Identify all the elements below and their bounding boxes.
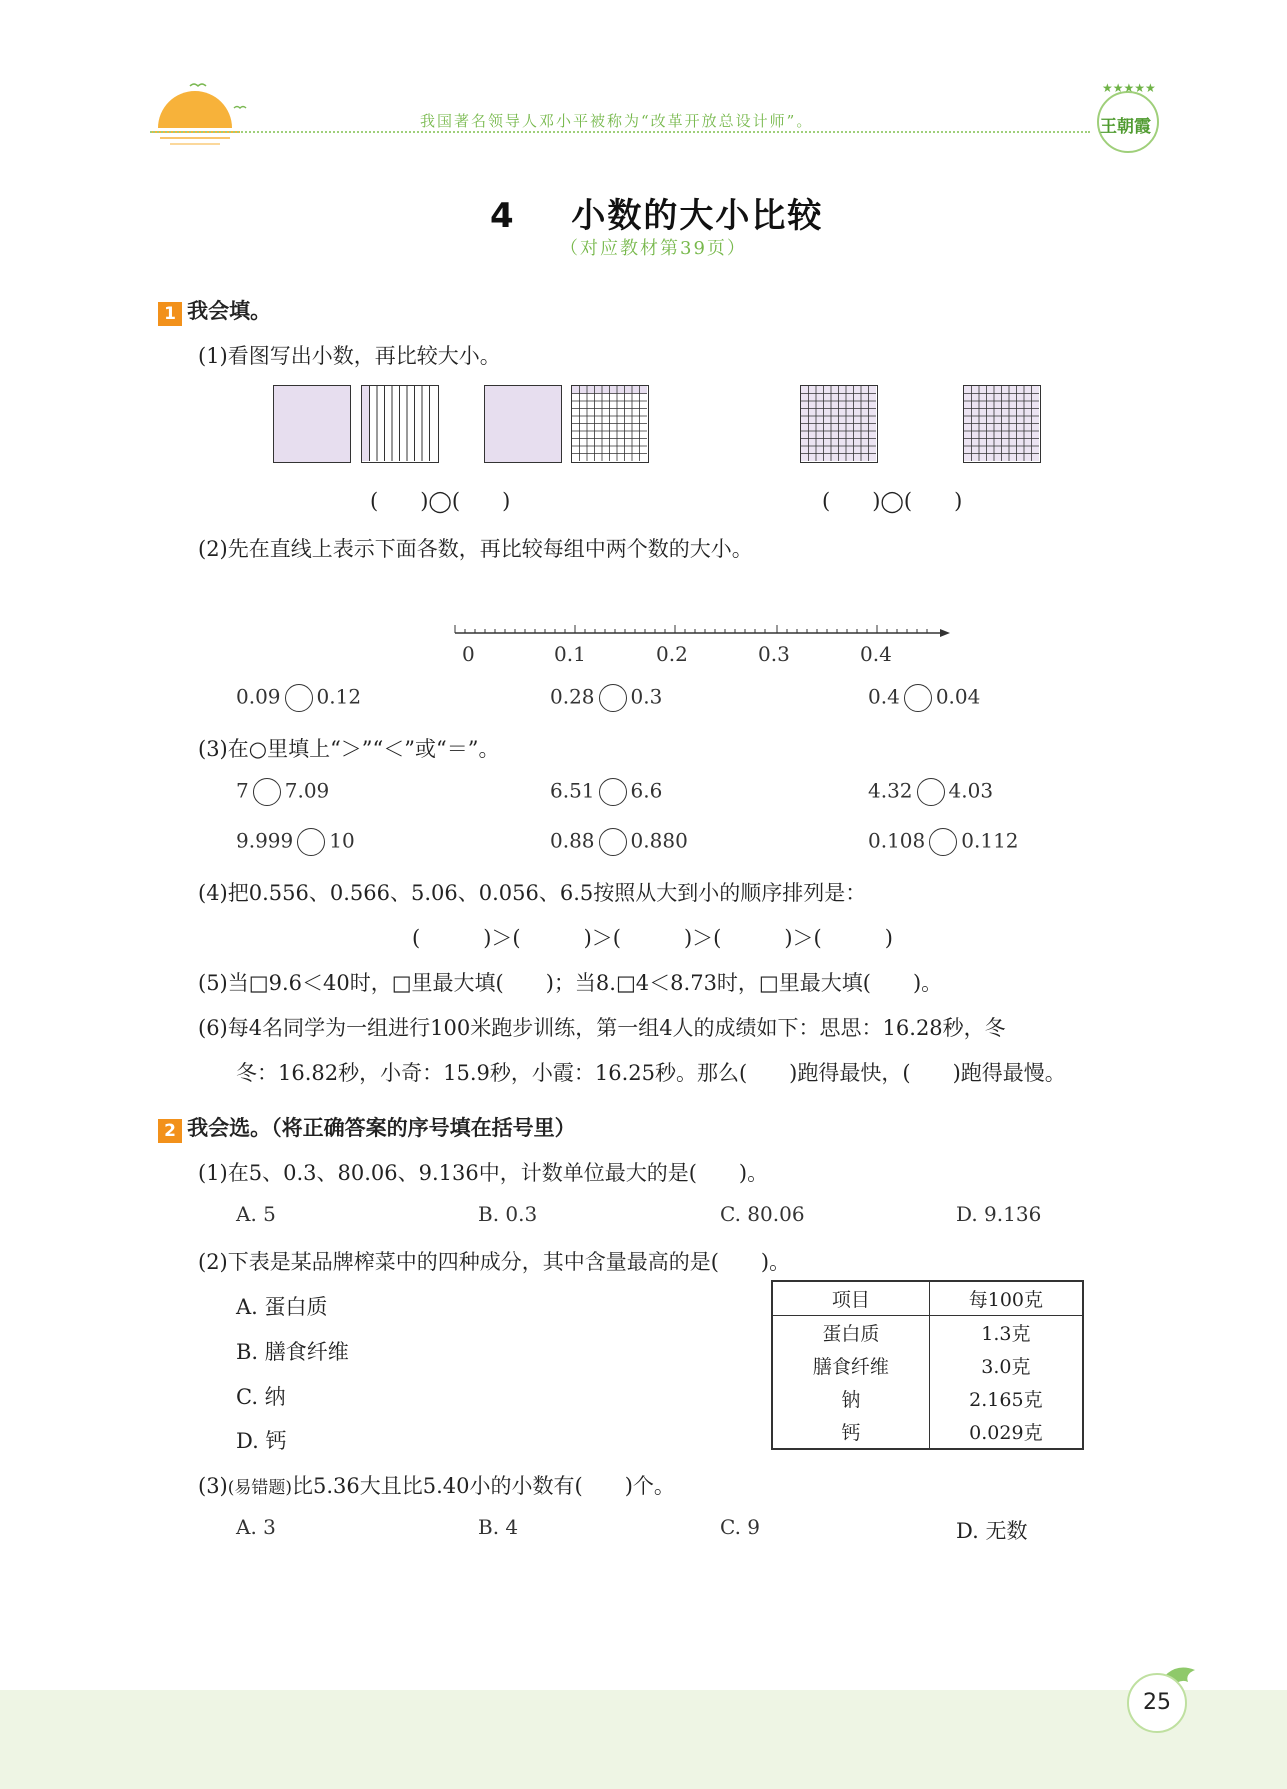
page-title — [490, 188, 823, 237]
compare-right: 7.09 — [284, 778, 330, 803]
compare-pair — [550, 778, 662, 806]
compare-right: 0.3 — [630, 684, 663, 709]
svg-text:★★★★★: ★★★★★ — [1102, 81, 1156, 95]
tick-label-0.4: 0.4 — [860, 642, 892, 666]
s2-q3-tag: (易错题) — [227, 1478, 293, 1498]
table-cell: 蛋白质 — [822, 1323, 880, 1345]
header-divider — [150, 131, 1090, 133]
compare-pair — [868, 684, 980, 712]
table-cell: 膳食纤维 — [812, 1356, 889, 1378]
tick-label-0.3: 0.3 — [758, 642, 790, 666]
page-number: 25 — [1127, 1673, 1187, 1733]
number-line — [450, 615, 950, 645]
compare-right: 0.12 — [316, 684, 362, 709]
header-quote: 我国著名领导人邓小平被称为“改革开放总设计师”。 — [420, 112, 814, 130]
figure-full-square-1 — [273, 385, 351, 463]
option-c[interactable]: C. 纳 — [236, 1385, 286, 1409]
s2-q3-body: 比5.36大且比5.40小的小数有( )个。 — [292, 1474, 675, 1498]
figure-full-square-2 — [484, 385, 562, 463]
table-row — [772, 1316, 1083, 1350]
brand-logo — [1088, 78, 1168, 158]
hundredths-grid-icon — [964, 386, 1039, 461]
tick-label-0.2: 0.2 — [656, 642, 688, 666]
option-d[interactable]: D. 无数 — [956, 1519, 1028, 1543]
section1-heading — [158, 295, 271, 326]
compare-left: 0.4 — [868, 684, 900, 709]
table-cell: 1.3克 — [929, 1316, 1083, 1350]
compare-circle[interactable] — [599, 684, 627, 712]
compare-left: 0.88 — [550, 828, 595, 853]
compare-pair — [236, 828, 355, 856]
s1-q2-text: (2)先在直线上表示下面各数，再比较每组中两个数的大小。 — [198, 537, 753, 561]
compare-circle[interactable] — [917, 778, 945, 806]
brand-logo-text: 王朝霞 — [1100, 117, 1151, 137]
compare-pair — [550, 828, 688, 856]
option-a[interactable]: A. 蛋白质 — [236, 1295, 328, 1319]
sun-logo-icon — [150, 80, 250, 150]
section1-number: 1 — [158, 302, 182, 326]
s2-q3-text — [198, 1470, 675, 1500]
table-cell: 钙 — [841, 1422, 861, 1444]
figure-hundredths-grid-2 — [800, 385, 878, 463]
option-b[interactable]: B. 膳食纤维 — [236, 1340, 349, 1364]
compare-left: 0.28 — [550, 684, 595, 709]
compare-left: 7 — [236, 778, 249, 803]
table-header-cell: 每100克 — [929, 1281, 1083, 1316]
option-a[interactable]: A. 5 — [236, 1202, 276, 1226]
table-cell: 3.0克 — [929, 1349, 1083, 1382]
compare-left: 9.999 — [236, 828, 294, 853]
tick-label-0.1: 0.1 — [554, 642, 586, 666]
footer-band — [0, 1690, 1287, 1789]
s1-q5-text: (5)当□9.6＜40时，□里最大填( )；当8.□4＜8.73时，□里最大填( )。 — [198, 971, 943, 995]
compare-right: 0.880 — [630, 828, 688, 853]
compare-circle[interactable] — [929, 828, 957, 856]
number-line-axis-icon — [450, 615, 950, 645]
compare-pair — [236, 684, 361, 712]
compare-circle[interactable] — [599, 778, 627, 806]
nutrition-table — [771, 1280, 1084, 1450]
s1-q4-answer[interactable]: ( )＞( )＞( )＞( )＞( ) — [412, 926, 893, 950]
compare-pair — [868, 778, 993, 806]
s2-q2-text: (2)下表是某品牌榨菜中的四种成分，其中含量最高的是( )。 — [198, 1250, 791, 1274]
option-b[interactable]: B. 0.3 — [478, 1202, 538, 1226]
compare-pair — [868, 828, 1019, 856]
title-number: 4 — [490, 196, 516, 236]
s1-q1-answer-right[interactable]: ( )◯( ) — [822, 489, 963, 513]
s1-q6-line2: 冬：16.82秒，小奇：15.9秒，小霞：16.25秒。那么( )跑得最快，( )跑得最慢。 — [236, 1061, 1066, 1085]
s2-q3-prefix: (3) — [198, 1474, 228, 1498]
table-header-cell: 项目 — [772, 1281, 929, 1316]
table-row — [772, 1415, 1083, 1449]
option-a[interactable]: A. 3 — [236, 1515, 276, 1539]
section2-title: 我会选。（将正确答案的序号填在括号里） — [187, 1116, 576, 1140]
compare-circle[interactable] — [297, 828, 325, 856]
section1-title: 我会填。 — [187, 299, 272, 323]
compare-right: 10 — [329, 828, 355, 853]
table-cell: 钠 — [841, 1389, 861, 1411]
compare-left: 4.32 — [868, 778, 913, 803]
table-cell: 2.165克 — [929, 1382, 1083, 1415]
page-subtitle: （对应教材第39页） — [560, 238, 747, 259]
table-row — [772, 1349, 1083, 1382]
hundredths-grid-icon — [801, 386, 876, 461]
s1-q4-text: (4)把0.556、0.566、5.06、0.056、6.5按照从大到小的顺序排列是： — [198, 881, 867, 905]
s1-q3-text: (3)在○里填上“＞”“＜”或“＝”。 — [198, 737, 500, 761]
section2-number: 2 — [158, 1119, 182, 1143]
table-header-row — [772, 1281, 1083, 1316]
table-cell: 0.029克 — [929, 1415, 1083, 1449]
compare-circle[interactable] — [285, 684, 313, 712]
tick-label-0: 0 — [462, 642, 475, 666]
s1-q1-text: (1)看图写出小数，再比较大小。 — [198, 344, 501, 368]
compare-right: 6.6 — [630, 778, 663, 803]
compare-left: 0.108 — [868, 828, 926, 853]
table-row — [772, 1382, 1083, 1415]
s1-q6-line1: (6)每4名同学为一组进行100米跑步训练，第一组4人的成绩如下：思思：16.28秒，冬 — [198, 1016, 1006, 1040]
compare-circle[interactable] — [599, 828, 627, 856]
option-c[interactable]: C. 9 — [720, 1515, 761, 1539]
compare-right: 4.03 — [948, 778, 994, 803]
s1-q1-answer-left[interactable]: ( )◯( ) — [370, 489, 511, 513]
compare-circle[interactable] — [904, 684, 932, 712]
figure-tenths-strips — [361, 385, 439, 463]
hundredths-grid-icon — [572, 386, 647, 461]
compare-left: 0.09 — [236, 684, 281, 709]
compare-circle[interactable] — [253, 778, 281, 806]
figure-hundredths-grid-1 — [571, 385, 649, 463]
compare-right: 0.112 — [961, 828, 1019, 853]
compare-pair — [236, 778, 329, 806]
section2-heading — [158, 1112, 576, 1143]
option-b[interactable]: B. 4 — [478, 1515, 519, 1539]
option-c[interactable]: C. 80.06 — [720, 1202, 805, 1226]
compare-left: 6.51 — [550, 778, 595, 803]
title-text: 小数的大小比较 — [571, 196, 824, 236]
figure-hundredths-grid-3 — [963, 385, 1041, 463]
tenths-grid-icon — [362, 386, 437, 461]
s2-q1-text: (1)在5、0.3、80.06、9.136中，计数单位最大的是( )。 — [198, 1161, 769, 1185]
option-d[interactable]: D. 钙 — [236, 1429, 287, 1453]
compare-right: 0.04 — [935, 684, 981, 709]
option-d[interactable]: D. 9.136 — [956, 1202, 1042, 1226]
compare-pair — [550, 684, 662, 712]
